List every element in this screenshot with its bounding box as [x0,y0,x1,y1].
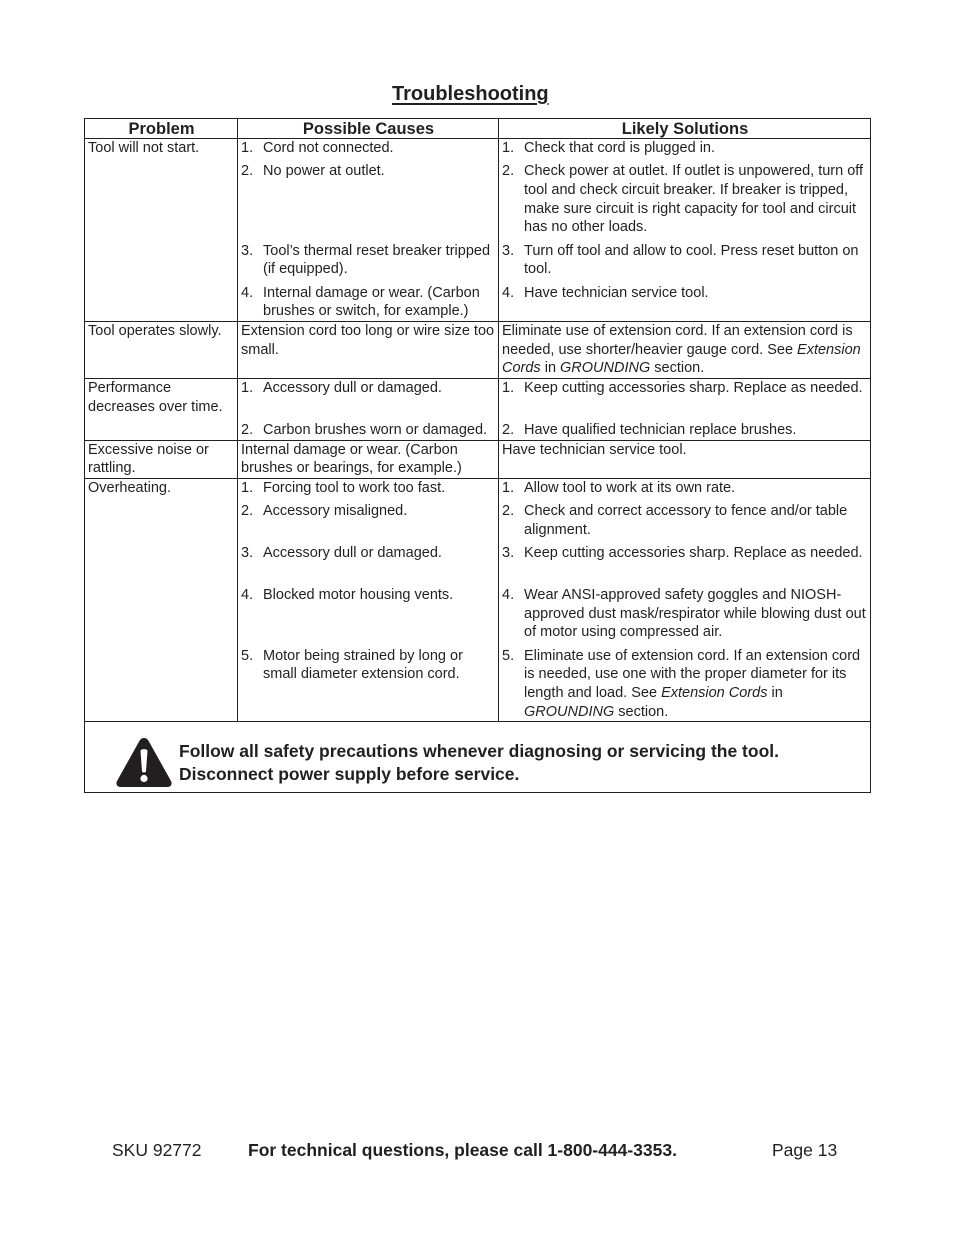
solution-text: section. [650,360,705,377]
solutions-cell [499,321,871,378]
list-number: 1. [502,380,515,397]
list-number: 1. [502,480,515,497]
list-number: 4. [502,284,515,301]
column-header-solutions: Likely Solutions [499,119,871,139]
solution-text-part: in [767,684,783,701]
warning-icon [115,736,173,788]
reference-text: GROUNDING [560,360,651,377]
cause-text: No power at outlet. [263,163,385,180]
warning-box [88,722,868,792]
solution-text: Check that cord is plugged in. [524,140,716,156]
list-number: 3. [502,242,515,259]
table-header-row [85,119,871,139]
warning-line-2: Disconnect power supply before service. [179,764,520,785]
table-row [85,379,871,441]
cause-text: Forcing tool to work too fast. [263,480,446,497]
reference-text: Extension Cords [502,341,861,377]
solutions-cell [499,479,871,722]
solution-text: Check power at outlet. If outlet is unpowered, turn off tool and check circuit breaker. If breaker is tripped, make sure circuit is right capacity for tool and circuit has no other loads. [524,163,864,236]
table-row [85,479,871,722]
cause-text: Internal damage or wear. (Carbon brushes or switch, for example.) [263,284,480,320]
cause-text: Accessory dull or damaged. [263,380,442,397]
problem-cell: Excessive noise or rattling. [85,440,238,478]
solution-text: Have qualified technician replace brushes. [524,421,797,438]
solution-text: Have technician service tool. [524,284,709,301]
list-number: 2. [241,503,254,520]
footer-sku: SKU 92772 [112,1140,202,1160]
warning-row [85,722,871,793]
list-number: 1. [241,380,254,397]
list-number: 3. [241,242,254,259]
causes-cell: Extension cord too long or wire size too small. [238,321,499,378]
problem-cell: Tool will not start. [85,139,238,322]
cause-text: Cord not connected. [263,140,394,156]
problem-cell: Tool operates slowly. [85,321,238,378]
solution-text-part: Eliminate use of extension cord. If an extension cord is needed, use one with the proper diameter for its length and load. See [524,647,861,701]
solution-text-part: section. [614,703,669,720]
table-row [85,440,871,478]
cause-text: Accessory misaligned. [263,503,408,520]
solution-text: Keep cutting accessories sharp. Replace as needed. [524,380,863,397]
list-number: 5. [241,647,254,664]
list-number: 4. [241,284,254,301]
warning-cell [85,722,871,793]
cause-text: Carbon brushes worn or damaged. [263,421,488,438]
column-header-causes: Possible Causes [238,119,499,139]
list-number: 1. [241,480,254,497]
list-number: 3. [502,545,515,562]
column-header-problem: Problem [85,119,238,139]
causes-cell: Internal damage or wear. (Carbon brushes or bearings, for example.) [238,440,499,478]
solution-text: Allow tool to work at its own rate. [524,480,736,497]
footer-page-number: Page 13 [772,1140,838,1160]
list-number: 2. [502,421,515,438]
footer-tech-support: For technical questions, please call 1-800-444-3353. [248,1140,677,1160]
warning-line-1: Follow all safety precautions whenever diagnosing or servicing the tool. [179,741,779,762]
cause-text: Motor being strained by long or small diameter extension cord. [263,647,463,683]
solutions-cell: Have technician service tool. [499,440,871,478]
causes-cell [238,139,499,322]
troubleshooting-table [84,118,871,793]
solution-text: in [540,360,561,377]
table-row [85,139,871,322]
solution-text [524,647,868,722]
cause-text: Accessory dull or damaged. [263,545,442,562]
list-number: 4. [502,587,515,604]
solution-text: Wear ANSI-approved safety goggles and NIOSH-approved dust mask/respirator while blowing dust out of motor using compressed air. [524,587,866,641]
problem-cell: Overheating. [85,479,238,722]
list-number: 3. [241,545,254,562]
reference-text: GROUNDING [524,703,615,720]
solution-text: Check and correct accessory to fence and/or table alignment. [524,503,848,538]
list-number: 2. [241,421,254,438]
table-row [85,321,871,378]
list-number: 2. [502,503,515,520]
causes-cell [238,479,499,722]
solution-text: Eliminate use of extension cord. If an extension cord is needed, use shorter/heavier gauge cord. See [502,322,853,358]
causes-cell [238,379,499,441]
list-number: 4. [241,587,254,604]
list-number: 1. [502,140,515,156]
list-number: 2. [241,163,254,180]
cause-text: Blocked motor housing vents. [263,587,454,604]
solution-text: Keep cutting accessories sharp. Replace as needed. [524,545,863,562]
problem-cell: Performance decreases over time. [85,379,238,441]
list-number: 2. [502,163,515,180]
reference-text: Extension Cords [661,684,768,701]
list-number: 5. [502,647,515,664]
solution-text: Turn off tool and allow to cool. Press reset button on tool. [524,242,859,278]
page-title: Troubleshooting [392,83,549,105]
solutions-cell [499,139,871,322]
cause-text: Tool’s thermal reset breaker tripped (if equipped). [263,242,491,278]
warning-text [179,740,779,786]
list-number: 1. [241,140,254,156]
solutions-cell [499,379,871,441]
